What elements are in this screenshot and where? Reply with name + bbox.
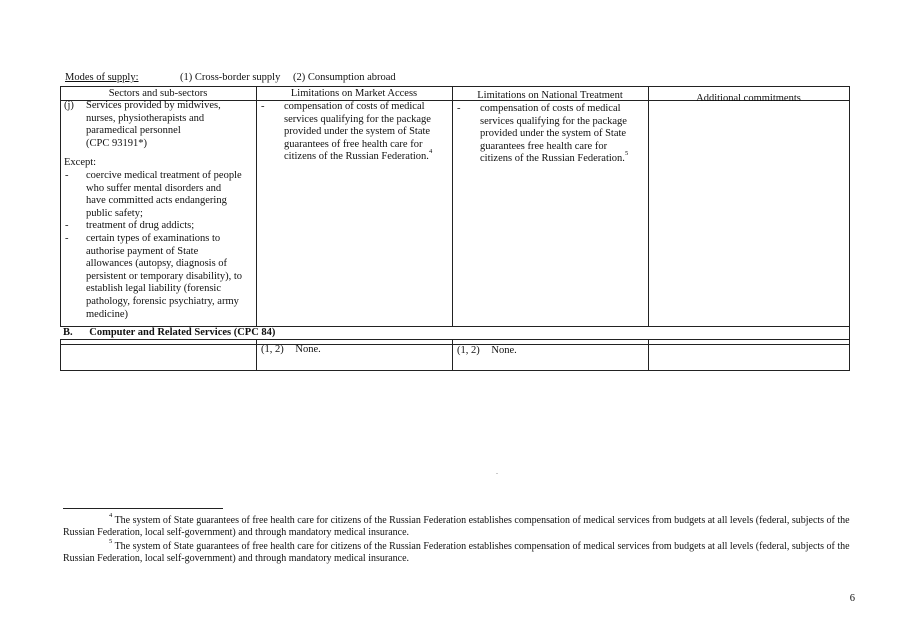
- nt-line: provided under the system of State: [480, 128, 627, 140]
- ma-value: None.: [295, 344, 321, 355]
- col-divider-2b: [452, 339, 453, 370]
- except-item-line: establish legal liability (forensic: [86, 283, 222, 295]
- except-item-line: have committed acts endangering: [86, 195, 227, 207]
- section-b-sub-border: [60, 344, 850, 345]
- except-item-line: - certain types of examinations to: [65, 232, 221, 244]
- row-j-national-treatment-cell: [458, 103, 646, 166]
- bullet-dash: -: [65, 169, 69, 181]
- header-sectors: Sectors and sub-sectors: [108, 88, 208, 99]
- nt-line: guarantees free health care for: [480, 140, 608, 152]
- bullet-dash: -: [65, 220, 69, 232]
- row-j-number: (j): [64, 100, 74, 111]
- except-item-line: allowances (autopsy, diagnosis of: [86, 258, 228, 270]
- col-right-border-a: [849, 86, 850, 340]
- ma-line: - compensation of costs of medical: [261, 101, 425, 112]
- bullet-dash: -: [457, 103, 461, 114]
- except-item-line: medicine): [86, 308, 128, 320]
- sector-line: Services provided by midwives,: [86, 100, 221, 111]
- except-item-line: who suffer mental disorders and: [86, 182, 222, 194]
- footnote-number: 4: [109, 512, 113, 519]
- page-number: 6: [849, 593, 855, 604]
- row-j-sector-cell: [64, 100, 254, 321]
- nt-modes: (1, 2): [457, 345, 480, 356]
- except-label: Except:: [64, 157, 97, 169]
- ma-line: citizens of the Russian Federation.$^4$: [284, 148, 433, 163]
- modes-label: Modes of supply:: [65, 72, 139, 83]
- footnote-number: 5: [109, 538, 113, 545]
- except-item-line: pathology, forensic psychiatry, army: [86, 295, 239, 307]
- section-b-title: Computer and Related Services (CPC 84): [89, 327, 276, 338]
- col-divider-2a: [452, 86, 453, 326]
- row-j-market-access-cell: [262, 101, 450, 164]
- except-item-line: - treatment of drug addicts;: [65, 220, 195, 232]
- except-item-line: persistent or temporary disability), to: [86, 270, 243, 282]
- bullet-dash: -: [65, 232, 69, 244]
- except-item-line: authorise payment of State: [86, 245, 199, 257]
- except-item-line: - coercive medical treatment of people: [65, 169, 242, 181]
- ma-line: services qualifying for the package: [284, 113, 431, 125]
- nt-line: - compensation of costs of medical: [457, 103, 621, 114]
- section-b-national-treatment: [457, 345, 517, 358]
- header-market-access: Limitations on Market Access: [290, 88, 418, 99]
- row-j-line-1: [64, 100, 254, 113]
- stray-mark: .: [496, 467, 498, 476]
- nt-line: services qualifying for the package: [480, 115, 627, 127]
- bullet-dash: -: [261, 101, 265, 112]
- footnote-text: The system of State guarantees of free health care for citizens of the Russian Federation establishes compensation of medical services from budgets at all levels (federal, subjects of the Russian Federation, local self-government) and through mandatory medical insurance.: [63, 541, 850, 564]
- except-item-line: public safety;: [86, 207, 143, 219]
- col-divider-1a: [256, 86, 257, 326]
- section-b-heading: [63, 327, 275, 340]
- footnote-rule: [63, 508, 223, 509]
- footnote-ref-4: 4: [428, 148, 433, 156]
- footnote-text: The system of State guarantees of free health care for citizens of the Russian Federation establishes compensation of medical services from budgets at all levels (federal, subjects of the Russian Federation, local self-government) and through mandatory medical insurance.: [63, 515, 850, 538]
- header-national-treatment: Limitations on National Treatment: [477, 90, 623, 101]
- table-top-border: [60, 86, 850, 87]
- col-left-border-a: [60, 86, 61, 326]
- table-bottom-border: [60, 370, 850, 371]
- sector-line: nurses, physiotherapists and: [86, 112, 205, 124]
- header-additional-commitments: Additional commitments: [696, 93, 801, 104]
- section-b-letter: B.: [63, 327, 73, 338]
- col-left-border-b: [60, 339, 61, 370]
- ma-modes: (1, 2): [261, 344, 284, 355]
- col-divider-3b: [648, 339, 649, 370]
- col-divider-3a: [648, 86, 649, 326]
- sector-line: paramedical personnel: [86, 125, 181, 137]
- mode-1: (1) Cross-border supply: [180, 72, 281, 83]
- sector-line: (CPC 93191*): [86, 137, 147, 149]
- ma-line: guarantees of free health care for: [284, 138, 423, 150]
- footnote-ref-5: 5: [624, 150, 629, 158]
- nt-value: None.: [491, 345, 517, 356]
- col-right-border-b: [849, 339, 850, 370]
- modes-of-supply: [65, 72, 396, 85]
- footnote-5: [63, 538, 863, 565]
- mode-2: (2) Consumption abroad: [293, 72, 396, 83]
- ma-line: provided under the system of State: [284, 126, 431, 138]
- nt-line: citizens of the Russian Federation.$^5$: [480, 150, 629, 165]
- spacer: [64, 150, 254, 157]
- col-divider-1b: [256, 339, 257, 370]
- section-b-market-access: [261, 344, 321, 357]
- footnote-4: [63, 512, 863, 539]
